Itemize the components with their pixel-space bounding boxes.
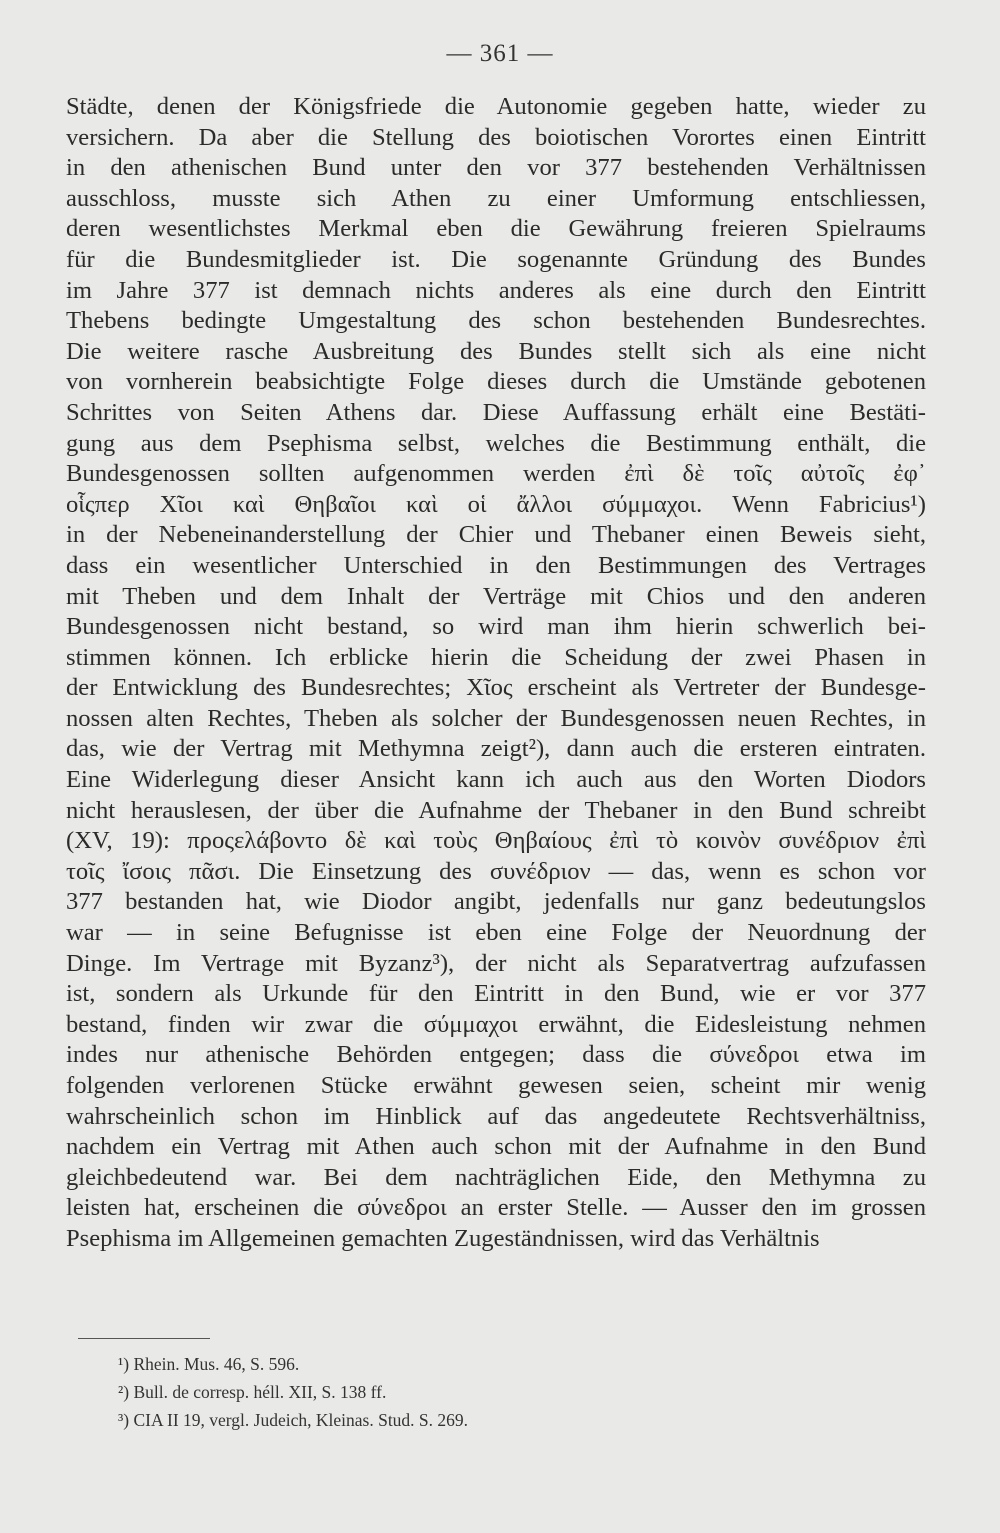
text-line: bestand, finden wir zwar die σύμμαχοι erwähnt, die Eidesleistung nehmen	[66, 1010, 926, 1038]
main-text	[66, 92, 926, 1255]
page-number: — 361 —	[446, 40, 554, 67]
text-line: Bundesgenossen sollten aufgenommen werden ἐπὶ δὲ τοῖς αὐτοῖς ἐφ᾽	[66, 460, 926, 488]
text-line: der Entwicklung des Bundesrechtes; Χῖος erscheint als Vertreter der Bundesge-	[66, 674, 926, 702]
text-line: deren wesentlichstes Merkmal eben die Gewährung freieren Spielraums	[66, 215, 926, 243]
text-line: ausschloss, musste sich Athen zu einer Umformung entschliessen,	[66, 184, 926, 212]
text-line: in den athenischen Bund unter den vor 377 bestehenden Verhältnissen	[66, 154, 926, 182]
text-line: indes nur athenische Behörden entgegen; dass die σύνεδροι etwa im	[66, 1041, 926, 1069]
footnotes	[118, 1350, 818, 1434]
text-line: nachdem ein Vertrag mit Athen auch schon mit der Aufnahme in den Bund	[66, 1133, 926, 1161]
text-line: Thebens bedingte Umgestaltung des schon bestehenden Bundesrechtes.	[66, 307, 926, 335]
text-line: im Jahre 377 ist demnach nichts anderes als eine durch den Eintritt	[66, 276, 926, 304]
text-line: gleichbedeutend war. Bei dem nachträglichen Eide, den Methymna zu	[66, 1163, 926, 1191]
text-line: Dinge. Im Vertrage mit Byzanz³), der nicht als Separatvertrag aufzufassen	[66, 949, 926, 977]
text-line: Die weitere rasche Ausbreitung des Bundes stellt sich als eine nicht	[66, 337, 926, 365]
footnote: ³) CIA II 19, vergl. Judeich, Kleinas. Stud. S. 269.	[118, 1410, 469, 1430]
text-line: das, wie der Vertrag mit Methymna zeigt²), dann auch die ersteren eintraten.	[66, 735, 926, 763]
footnote-rule	[78, 1338, 210, 1339]
text-line: war — in seine Befugnisse ist eben eine Folge der Neuordnung der	[66, 919, 926, 947]
text-line: von vornherein beabsichtigte Folge dieses durch die Umstände gebotenen	[66, 368, 926, 396]
footnote: ¹) Rhein. Mus. 46, S. 596.	[118, 1354, 300, 1374]
text-line: Städte, denen der Königsfriede die Autonomie gegeben hatte, wieder zu	[66, 93, 926, 120]
text-line: Eine Widerlegung dieser Ansicht kann ich auch aus den Worten Diodors	[66, 766, 926, 794]
text-line: nicht herauslesen, der über die Aufnahme der Thebaner in den Bund schreibt	[66, 796, 926, 824]
text-line: wahrscheinlich schon im Hinblick auf das angedeutete Rechtsverhältniss,	[66, 1102, 926, 1130]
text-line: Bundesgenossen nicht bestand, so wird man ihm hierin schwerlich bei-	[66, 613, 926, 641]
text-line: nossen alten Rechtes, Theben als solcher der Bundesgenossen neuen Rechtes, in	[66, 704, 926, 732]
text-line: leisten hat, erscheinen die σύνεδροι an erster Stelle. — Ausser den im grossen	[66, 1194, 926, 1222]
text-line: folgenden verlorenen Stücke erwähnt gewesen seien, scheint mir wenig	[66, 1072, 926, 1099]
text-line: 377 bestanden hat, wie Diodor angibt, jedenfalls nur ganz bedeutungslos	[66, 888, 926, 916]
text-line: für die Bundesmitglieder ist. Die sogenannte Gründung des Bundes	[66, 245, 926, 273]
footnote: ²) Bull. de corresp. héll. XII, S. 138 ff.	[118, 1382, 387, 1402]
text-line: versichern. Da aber die Stellung des boiotischen Vorortes einen Eintritt	[66, 123, 926, 151]
text-line: Schrittes von Seiten Athens dar. Diese Auffassung erhält eine Bestäti-	[66, 398, 926, 426]
text-line: τοῖς ἴσοις πᾶσι. Die Einsetzung des συνέδριον — das, wenn es schon vor	[66, 857, 926, 885]
text-line: (XV, 19): προςελάβοντο δὲ καὶ τοὺς Θηβαίους ἐπὶ τὸ κοινὸν συνέδριον ἐπὶ	[66, 827, 926, 855]
text-line: dass ein wesentlicher Unterschied in den Bestimmungen des Vertrages	[66, 551, 926, 579]
text-line: gung aus dem Psephisma selbst, welches die Bestimmung enthält, die	[66, 429, 926, 457]
text-line: in der Nebeneinanderstellung der Chier und Thebaner einen Beweis sieht,	[66, 521, 926, 549]
text-line: ist, sondern als Urkunde für den Eintritt in den Bund, wie er vor 377	[66, 980, 926, 1008]
text-line: οἷςπερ Χῖοι καὶ Θηβαῖοι καὶ οἱ ἄλλοι σύμμαχοι. Wenn Fabricius¹)	[66, 490, 926, 518]
text-line: Psephisma im Allgemeinen gemachten Zugeständnissen, wird das Verhältnis	[66, 1224, 820, 1252]
text-line: stimmen können. Ich erblicke hierin die Scheidung der zwei Phasen in	[66, 643, 926, 671]
text-line: mit Theben und dem Inhalt der Verträge mit Chios und den anderen	[66, 582, 926, 610]
